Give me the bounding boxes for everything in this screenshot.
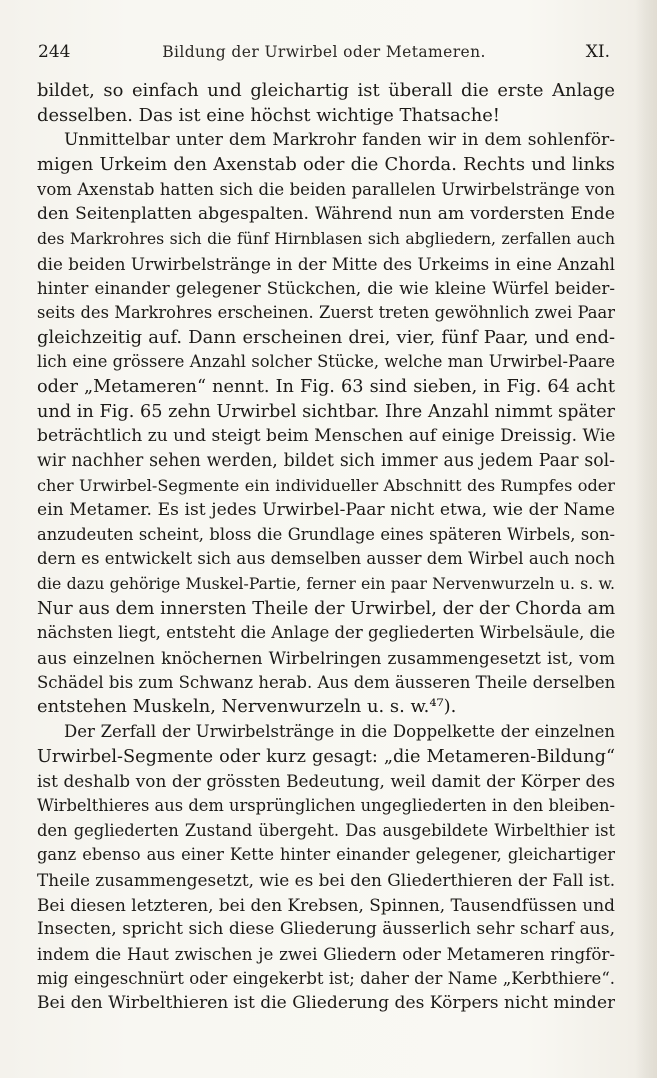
text-line: beträchtlich zu und steigt beim Menschen auf einige Dreissig. Wie: [37, 426, 615, 447]
text-line: ist deshalb von der grössten Bedeutung, weil damit der Körper des: [37, 771, 615, 792]
page-number: 244: [38, 42, 71, 62]
text-line: wir nachher sehen werden, bildet sich immer aus jedem Paar sol-: [37, 450, 615, 471]
running-title: Bildung der Urwirbel oder Metameren.: [162, 43, 486, 61]
text-line: Insecten, spricht sich diese Gliederung äusserlich sehr scharf aus,: [37, 919, 615, 940]
text-line: vom Axenstab hatten sich die beiden parallelen Urwirbelstränge von: [37, 179, 615, 199]
text-line: Schädel bis zum Schwanz herab. Aus dem äusseren Theile derselben: [37, 672, 615, 692]
text-line: lich eine grössere Anzahl solcher Stücke, welche man Urwirbel-Paare: [37, 352, 615, 372]
text-line: oder „Metameren“ nennt. In Fig. 63 sind sieben, in Fig. 64 acht: [37, 376, 615, 397]
chapter-number: XI.: [585, 42, 610, 62]
text-line: Nur aus dem innersten Theile der Urwirbel, der der Chorda am: [37, 597, 615, 619]
text-line: Bei den Wirbelthieren ist die Gliederung des Körpers nicht minder: [37, 993, 615, 1014]
text-line: hinter einander gelegener Stückchen, die wie kleine Würfel beider-: [37, 278, 615, 299]
text-line: und in Fig. 65 zehn Urwirbel sichtbar. Ihre Anzahl nimmt später: [37, 401, 615, 422]
text-line: den gegliederten Zustand übergeht. Das ausgebildete Wirbelthier ist: [37, 820, 615, 840]
page-edge-shadow: [635, 0, 657, 1078]
text-line: ein Metamer. Es ist jedes Urwirbel-Paar nicht etwa, wie der Name: [37, 500, 615, 521]
text-line: cher Urwirbel-Segmente ein individueller Abschnitt des Rumpfes oder: [37, 475, 615, 495]
text-line: den Seitenplatten abgespalten. Während nun am vordersten Ende: [37, 204, 615, 225]
text-line: des Markrohres sich die fünf Hirnblasen sich abgliedern, zerfallen auch: [37, 228, 615, 248]
text-line: gleichzeitig auf. Dann erscheinen drei, vier, fünf Paar, und end-: [37, 326, 615, 348]
text-line: migen Urkeim den Axenstab oder die Chorda. Rechts und links: [37, 153, 615, 175]
text-line: Theile zusammengesetzt, wie es bei den Gliederthieren der Fall ist.: [37, 870, 615, 890]
text-line: Bei diesen letzteren, bei den Krebsen, Spinnen, Tausendfüssen und: [37, 894, 615, 915]
text-line: seits des Markrohres erscheinen. Zuerst treten gewöhnlich zwei Paar: [37, 302, 615, 322]
text-line: mig eingeschnürt oder eingekerbt ist; daher der Name „Kerbthiere“.: [37, 968, 615, 988]
text-line: Der Zerfall der Urwirbelstränge in die Doppelkette der einzelnen: [64, 722, 615, 742]
text-line: Urwirbel-Segmente oder kurz gesagt: „die Metameren-Bildung“: [37, 746, 615, 767]
text-line: entstehen Muskeln, Nervenwurzeln u. s. w.⁴⁷).: [37, 696, 457, 718]
text-line: Wirbelthieres aus dem ursprünglichen ungegliederten in den bleiben-: [37, 796, 615, 816]
running-header: [38, 42, 610, 70]
text-line: Unmittelbar unter dem Markrohr fanden wir in dem sohlenför-: [64, 130, 615, 151]
text-line: anzudeuten scheint, bloss die Grundlage eines späteren Wirbels, son-: [37, 524, 615, 544]
text-line: die beiden Urwirbelstränge in der Mitte des Urkeims in eine Anzahl: [37, 253, 615, 274]
text-line: ganz ebenso aus einer Kette hinter einander gelegener, gleichartiger: [37, 845, 615, 865]
text-line: aus einzelnen knöchernen Wirbelringen zusammengesetzt ist, vom: [37, 648, 615, 669]
text-line: bildet, so einfach und gleichartig ist überall die erste Anlage: [37, 80, 615, 101]
text-line: nächsten liegt, entsteht die Anlage der gegliederten Wirbelsäule, die: [37, 623, 615, 643]
text-line: die dazu gehörige Muskel-Partie, ferner ein paar Nervenwurzeln u. s. w.: [37, 574, 615, 594]
text-line: indem die Haut zwischen je zwei Gliedern oder Metameren ringför-: [37, 943, 615, 964]
body-text: [37, 79, 615, 1016]
text-line: desselben. Das ist eine höchst wichtige Thatsache!: [37, 104, 500, 126]
text-line: dern es entwickelt sich aus demselben ausser dem Wirbel auch noch: [37, 549, 615, 569]
